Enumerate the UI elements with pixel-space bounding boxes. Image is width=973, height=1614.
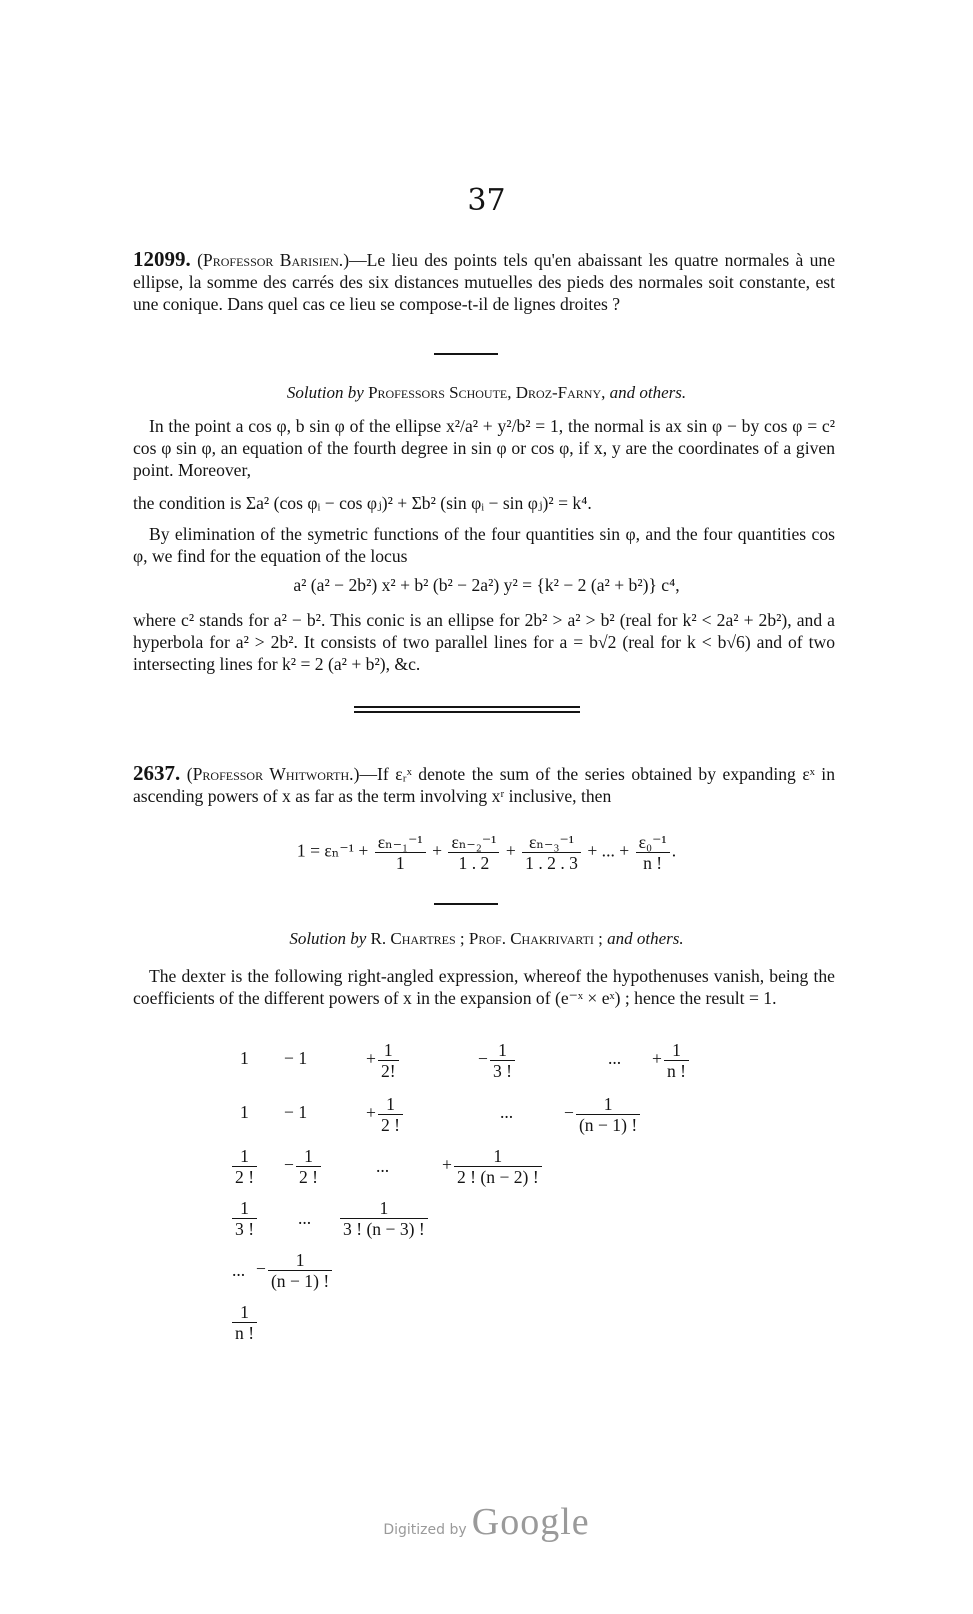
array-cell: ... <box>232 1260 246 1280</box>
solution-paragraph-3: where c² stands for a² − b². This conic is an ellipse for 2b² > a² > b² (real for k² < 2a² + 2b²), and a hyperbola for a² > 2b². It consists of two parallel lines for a = b√2 (real for k < b√6) and of two intersecting lines for k² = 2 (a² + b²), &c. <box>133 610 835 674</box>
array-cell: − $\frac{1}{(n - 1) !}$ <box>256 1250 334 1291</box>
equation-term-last: $\frac{\text{ε₀⁻¹}}{n !}$ <box>636 832 670 873</box>
heading-prefix: Solution by <box>289 929 367 948</box>
array-cell: 1 <box>240 1102 249 1122</box>
section-rule <box>434 353 498 355</box>
array-cell: $\frac{1}{2 !}$ <box>230 1146 259 1187</box>
equation-term-2: $\frac{\text{εₙ₋₂⁻¹}}{1 . 2}$ <box>448 832 499 873</box>
array-cell: − $\frac{1}{2 !}$ <box>284 1146 323 1187</box>
problem-12099 <box>133 248 835 315</box>
array-cell: − $\frac{1}{3 !}$ <box>478 1040 517 1081</box>
equation-dots: + ... + <box>587 840 630 861</box>
digitized-label: Digitized by <box>383 1522 467 1538</box>
problem-text: —Le lieu des points tels qu'en abaissant les quatre normales à une ellipse, la somme des carrés des six distances mutuelles des pieds des normales soit constante, est une conique. Dans quel cas ce lieu se compose-t-il de lignes droites ? <box>133 250 836 314</box>
equation-lhs: 1 = εₙ⁻¹ + <box>296 840 369 861</box>
problem-text: —If εᵣˣ denote the sum of the series obtained by expanding εˣ in ascending powers of x as far as the term involving xʳ inclusive, then <box>133 764 835 806</box>
double-rule-bottom <box>354 711 580 713</box>
problem-number: 2637. <box>133 761 181 785</box>
heading-suffix: and others. <box>607 929 684 948</box>
heading-suffix: and others. <box>609 383 687 402</box>
solution-paragraph-1: In the point a cos φ, b sin φ of the ellipse x²/a² + y²/b² = 1, the normal is ax sin φ − by cos φ = c² cos φ sin φ, an equation of the fourth degree in sin φ or cos φ, if x, y are the coordinates of a given point. Moreover, <box>133 416 835 480</box>
series-equation: 1 = εₙ⁻¹ + $\frac{\text{εₙ₋₁⁻¹}}{1}$ + $\frac{\text{εₙ₋₂⁻¹}}{1 . 2}$ + $\frac{\text{εₙ₋₃⁻¹}}{1 . 2 . 3}$ + ... + $\frac{\text{ε₀⁻¹}}{n !}$ . <box>296 832 677 873</box>
equation-term-1: $\frac{\text{εₙ₋₁⁻¹}}{1}$ <box>375 832 426 873</box>
array-cell: − 1 <box>284 1048 308 1068</box>
section-rule <box>434 903 498 905</box>
heading-names: R. Chartres ; Prof. Chakrivarti ; <box>370 929 603 948</box>
problem-2637 <box>133 762 835 807</box>
page-number: 37 <box>467 183 506 218</box>
array-cell: + $\frac{1}{n !}$ <box>652 1040 691 1081</box>
solution-heading <box>0 383 973 403</box>
solution-paragraph-2: By elimination of the symetric functions of the four quantities sin φ, and the four quantities cos φ, we find for the equation of the locus <box>133 524 835 566</box>
array-cell: ... <box>500 1102 514 1122</box>
solution-paragraph: The dexter is the following right-angled expression, whereof the hypothenuses vanish, being the coefficients of the different powers of x in the expansion of (e⁻ˣ × eˣ) ; hence the result = 1. <box>133 966 835 1008</box>
solution-paragraph-1b: the condition is Σa² (cos φᵢ − cos φⱼ)² + Σb² (sin φᵢ − sin φⱼ)² = k⁴. <box>133 493 592 513</box>
array-cell: $\frac{1}{3 ! (n - 3) !}$ <box>338 1198 430 1239</box>
double-rule-top <box>354 706 580 708</box>
problem-author: (Professor Whitworth.) <box>186 764 360 784</box>
array-cell: $\frac{1}{3 !}$ <box>230 1198 259 1239</box>
locus-equation: a² (a² − 2b²) x² + b² (b² − 2a²) y² = {k² − 2 (a² + b²)} c⁴, <box>293 575 680 595</box>
array-cell: ... <box>608 1048 622 1068</box>
solution-heading <box>0 929 973 949</box>
problem-number: 12099. <box>133 247 191 271</box>
google-logo: Google <box>471 1501 590 1543</box>
equation-term-3: $\frac{\text{εₙ₋₃⁻¹}}{1 . 2 . 3}$ <box>522 832 581 873</box>
array-cell: $\frac{1}{n !}$ <box>230 1302 259 1343</box>
digitized-watermark <box>0 1500 973 1544</box>
array-cell: + $\frac{1}{2 !}$ <box>366 1094 405 1135</box>
problem-author: (Professor Barisien.) <box>197 250 350 270</box>
array-cell: ... <box>298 1208 312 1228</box>
heading-prefix: Solution by <box>286 383 364 402</box>
heading-names: Professors Schoute, Droz-Farny, <box>368 383 606 402</box>
array-cell: + $\frac{1}{2 ! (n - 2) !}$ <box>442 1146 544 1187</box>
array-cell: − 1 <box>284 1102 308 1122</box>
array-cell: ... <box>376 1156 390 1176</box>
array-cell: − $\frac{1}{(n - 1) !}$ <box>564 1094 642 1135</box>
array-cell: + $\frac{1}{2!}$ <box>366 1040 401 1081</box>
array-cell: 1 <box>240 1048 249 1068</box>
